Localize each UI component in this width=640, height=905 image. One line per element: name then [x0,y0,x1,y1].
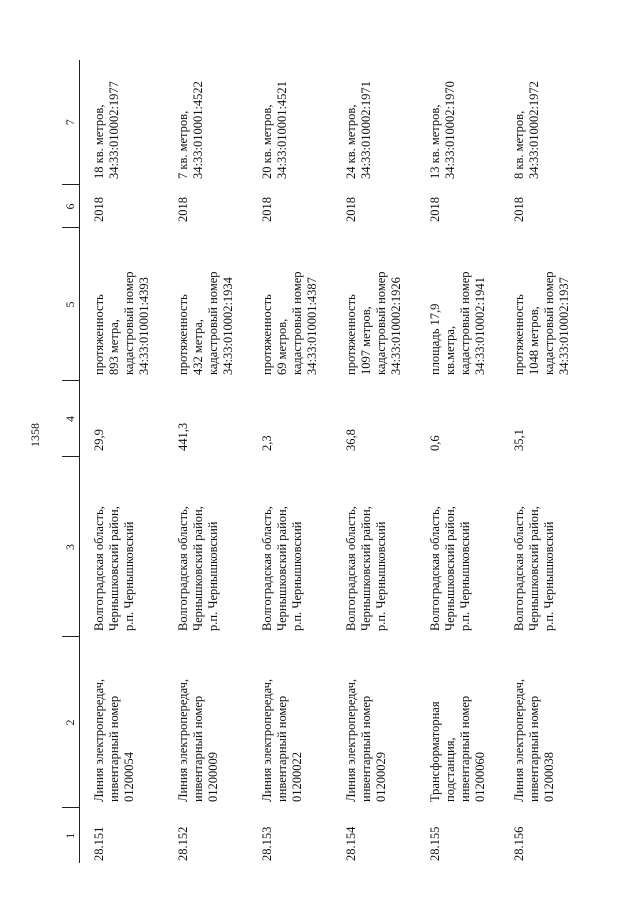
object-name-line: 01200054 [122,752,136,802]
object-name-line: 01200009 [206,752,220,802]
description-line: 34:33:010002:1941 [473,277,487,375]
page-number: 1358 [28,423,42,447]
location-line: р.п. Чернышковский [122,521,136,631]
location-line: Чернышковский район, [107,506,121,631]
description-line: 1048 метров, [527,306,541,375]
location-cell [420,457,504,637]
description-cell [80,228,169,381]
description-line: протяженность [260,294,274,375]
row-number-cell: 28.155 [428,826,442,861]
description-line: кадастровый номер [122,271,136,375]
description-cell [336,228,420,381]
column-header: 3 [62,457,80,637]
note-cell [420,60,504,185]
object-name-line: Линия электропередач, [260,678,274,802]
object-name-line: Линия электропередач, [176,678,190,802]
value-cell: 35,1 [512,429,526,451]
object-name-line: инвентарный номер [107,695,121,802]
column-header: 2 [62,637,80,808]
property-table-container [62,60,617,863]
note-cell [252,60,336,185]
location-line: Волгоградская область, [92,506,106,631]
description-line: кадастровый номер [458,271,472,375]
description-cell [168,228,252,381]
note-cell [80,60,169,185]
description-line: кв.метра, [443,325,457,375]
value-cell: 441,3 [176,422,190,451]
note-line: 7 кв. метров, [176,110,190,179]
object-name-line: инвентарный номер [527,695,541,802]
object-name-line: инвентарный номер [458,695,472,802]
object-name-line: 01200038 [542,752,556,802]
note-line: 34:33:010001:4521 [275,81,289,179]
value-cell: 29,9 [92,429,106,451]
location-cell [336,457,420,637]
year-cell: 2018 [260,197,274,222]
object-name-line: инвентарный номер [275,695,289,802]
description-line: 432 метра, [191,319,205,375]
table-row [168,60,252,863]
location-line: р.п. Чернышковский [458,521,472,631]
column-header: 5 [62,228,80,381]
note-line: 34:33:010002:1972 [527,81,541,179]
note-line: 8 кв. метров, [512,110,526,179]
location-line: Волгоградская область, [344,506,358,631]
description-line: 34:33:010001:4393 [137,277,151,375]
description-line: 69 метров, [275,318,289,375]
location-line: Чернышковский район, [527,506,541,631]
object-name-line: 01200060 [473,752,487,802]
location-line: Чернышковский район, [443,506,457,631]
table-row [420,60,504,863]
description-line: 34:33:010002:1937 [557,277,571,375]
row-number-cell: 28.151 [92,826,106,861]
location-line: Волгоградская область, [428,506,442,631]
location-cell [252,457,336,637]
object-name-cell [420,637,504,808]
location-line: р.п. Чернышковский [206,521,220,631]
description-line: кадастровый номер [206,271,220,375]
note-cell [336,60,420,185]
year-cell: 2018 [512,197,526,222]
year-cell: 2018 [428,197,442,222]
object-name-cell [252,637,336,808]
note-line: 34:33:010002:1970 [443,81,457,179]
value-cell: 2,3 [260,435,274,451]
table-row [336,60,420,863]
row-number-cell: 28.152 [176,826,190,861]
description-line: кадастровый номер [290,271,304,375]
object-name-line: 01200022 [290,752,304,802]
description-line: кадастровый номер [374,271,388,375]
object-name-line: Линия электропередач, [344,678,358,802]
object-name-line: Линия электропередач, [92,678,106,802]
table-row [252,60,336,863]
note-line: 13 кв. метров, [428,104,442,179]
object-name-line: Линия электропередач, [512,678,526,802]
row-number-cell: 28.154 [344,826,358,861]
object-name-line: 01200029 [374,752,388,802]
location-cell [504,457,588,637]
column-number-row [62,60,80,863]
description-line: протяженность [512,294,526,375]
location-line: Чернышковский район, [359,506,373,631]
description-line: протяженность [344,294,358,375]
location-line: Чернышковский район, [275,506,289,631]
column-header: 6 [62,185,80,228]
value-cell: 0,6 [428,435,442,451]
location-line: р.п. Чернышковский [542,521,556,631]
column-header: 1 [62,808,80,863]
object-name-line: подстанция, [443,737,457,802]
note-line: 24 кв. метров, [344,104,358,179]
note-line: 18 кв. метров, [92,104,106,179]
location-line: Волгоградская область, [176,506,190,631]
description-cell [504,228,588,381]
location-cell [80,457,169,637]
value-cell: 36,8 [344,429,358,451]
year-cell: 2018 [176,197,190,222]
column-header: 7 [62,60,80,185]
table-row [80,60,169,863]
location-line: р.п. Чернышковский [290,521,304,631]
note-cell [168,60,252,185]
note-line: 20 кв. метров, [260,104,274,179]
location-line: Волгоградская область, [260,506,274,631]
object-name-line: Трансформаторная [428,701,442,802]
description-line: кадастровый номер [542,271,556,375]
description-line: 1097 метров, [359,306,373,375]
description-line: 34:33:010002:1926 [389,277,403,375]
object-name-line: инвентарный номер [359,695,373,802]
description-line: площадь 17,9 [428,303,442,375]
note-line: 34:33:010001:4522 [191,81,205,179]
note-line: 34:33:010002:1977 [107,81,121,179]
description-cell [420,228,504,381]
description-line: 893 метра, [107,319,121,375]
description-line: 34:33:010001:4387 [305,277,319,375]
location-line: Волгоградская область, [512,506,526,631]
description-line: протяженность [92,294,106,375]
location-line: Чернышковский район, [191,506,205,631]
object-name-cell [168,637,252,808]
object-name-line: инвентарный номер [191,695,205,802]
description-line: протяженность [176,294,190,375]
year-cell: 2018 [92,197,106,222]
row-number-cell: 28.153 [260,826,274,861]
description-line: 34:33:010002:1934 [221,277,235,375]
object-name-cell [336,637,420,808]
note-cell [504,60,588,185]
year-cell: 2018 [344,197,358,222]
location-line: р.п. Чернышковский [374,521,388,631]
table-row [504,60,588,863]
property-table [62,60,588,863]
description-cell [252,228,336,381]
note-line: 34:33:010002:1971 [359,81,373,179]
column-header: 4 [62,381,80,457]
location-cell [168,457,252,637]
object-name-cell [504,637,588,808]
row-number-cell: 28.156 [512,826,526,861]
object-name-cell [80,637,169,808]
